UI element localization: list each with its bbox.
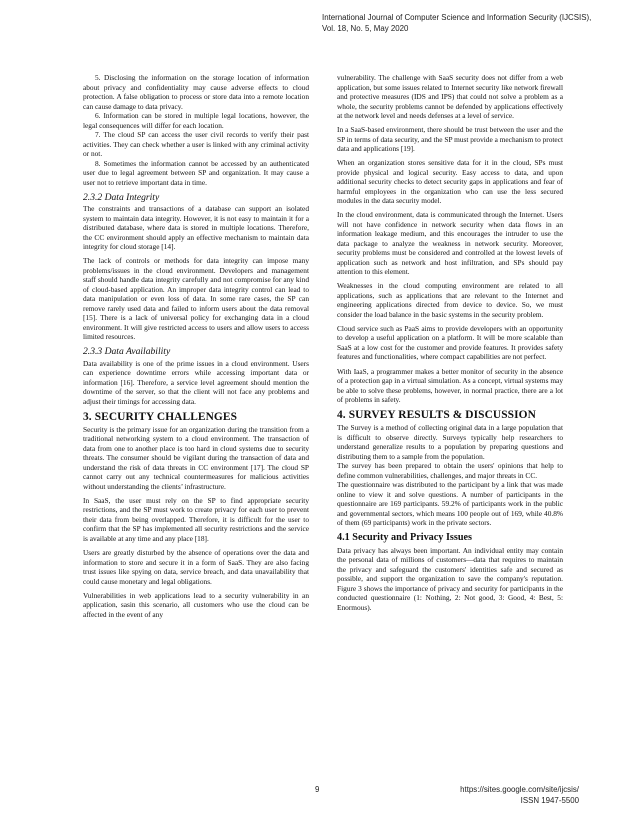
section-heading-survey-results: 4. SURVEY RESULTS & DISCUSSION: [337, 409, 536, 422]
paragraph: Vulnerabilities in web applications lead to a security vulnerability in an application, sasin this scenario, all customers who use the cloud can be affected in the event of any: [83, 590, 309, 619]
list-item-8: 8. Sometimes the information cannot be accessed by an authenticated user due to legal agreement between SP and organization. It may cause a user not to retrieve important data in time.: [83, 158, 309, 187]
paragraph: The Survey is a method of collecting original data in a large population that is difficult to observe directly. Surveys typically help researchers to understand generalize results to a population by preparing questions and distributing them to a sample from the population.: [337, 423, 563, 461]
list-item-6: 6. Information can be stored in multiple legal locations, however, the legal consequences will differ for each location.: [83, 111, 309, 130]
paragraph: When an organization stores sensitive data for it in the cloud, SPs must provide physical and logical security. Easy access to data, and upon additional security checks to detect security gaps in applications and fear of harmful employees in the organization who can use the less secured modules in the data security model.: [337, 158, 563, 206]
section-heading-data-availability: 2.3.3 Data Availability: [83, 346, 171, 358]
journal-header: [322, 13, 622, 34]
right-column: [337, 73, 563, 617]
paragraph: Data availability is one of the prime issues in a cloud environment. Users can experience downtime errors while accessing important data or information [16]. Therefore, a service level agreement should mention the downtime of the server, so that the client will not face any problems and adjust their timings for accessing data.: [83, 358, 309, 406]
section-heading-data-integrity: 2.3.2 Data Integrity: [83, 191, 160, 203]
paragraph: vulnerability. The challenge with SaaS security does not differ from a web application, but some issues related to Internet security like network firewall and protective measures (IDS and IPS) that could not solve a problem as a whole, the security problems cannot be defended by applications effectively at the network level and needs defenses at a level of service.: [337, 73, 563, 120]
paragraph: Cloud service such as PaaS aims to provide developers with an opportunity to develop a useful application on a platform. It will be more scalable than SaaS at a low cost for the customer and provide features. It provides safety features and functionalities, where compact capabilities are not perfect.: [337, 323, 563, 362]
section-heading-security-privacy: 4.1 Security and Privacy Issues: [337, 532, 472, 544]
paragraph: The lack of controls or methods for data integrity can impose many problems/issues in the cloud environment. Developers and management staff should handle data integrity carefully and not compromise for any kind of cloud-based application. An improper data integrity control can lead to data manipulation or even loss of data. In some rare cases, the SP can remove rarely used data and failed to inform users about the data removal [15]. There is a lack of universal policy for exchanging data in a cloud environment. It will give restricted access to users and allow users to access limited resources.: [83, 256, 309, 342]
paragraph: The survey has been prepared to obtain the users' opinions that help to define common vulnerabilities, challenges, and major threats in CC.: [337, 461, 563, 480]
paragraph: With IaaS, a programmer makes a better monitor of security in the absence of a protection gap in a virtual simulation. As a concept, virtual systems may be able to solve these problems, however, in normal practice, there are a lot of problems in safety.: [337, 366, 563, 405]
left-column: [83, 73, 309, 624]
section-heading-security-challenges: 3. SECURITY CHALLENGES: [83, 410, 238, 423]
journal-url[interactable]: https://sites.google.com/site/ijcsis/: [460, 785, 579, 794]
paragraph: Data privacy has always been important. An individual entity may contain the personal data of millions of customers—data that requires to maintain the privacy and safeguard the customers' identities safe and secured as possible, and support the organization to save the company's reputation. Figure 3 shows the importance of privacy and security for participants in the conducted questionnaire (1: Nothing, 2: Not good, 3: Good, 4: Best, 5: Enormous).: [337, 545, 563, 612]
paragraph: The constraints and transactions of a database can support an isolated system to maintain data integrity. However, it is not easy to maintain it for a distributed database, where data is stored in multiple locations. Therefore, the CC environment should apply an effective mechanism to maintain data integrity for cloud storage [14].: [83, 204, 309, 252]
paragraph: Users are greatly disturbed by the absence of operations over the data and information to store and secure it in a form of SaaS. They are also facing trust issues like spying on data, service breach, and data unavailability that could cause monetary and legal obligations.: [83, 548, 309, 586]
journal-header-line2: Vol. 18, No. 5, May 2020: [322, 23, 409, 33]
journal-issn: ISSN 1947-5500: [520, 795, 579, 805]
journal-footer: [439, 785, 579, 806]
page-number: 9: [315, 785, 320, 794]
paragraph: Security is the primary issue for an organization during the transition from a traditional networking system to a cloud environment. The transaction of data from one to another place is too hard in cloud systems due to security threats. The consumer should be vigilant during the transaction of data and understand the risk of data threats in CC environment [17]. The cloud SP cannot carry out any technical countermeasures for malicious activities without understanding the clients’ infrastructure.: [83, 424, 309, 491]
paragraph: In the cloud environment, data is communicated through the Internet. Users will not have confidence in network security when data flows in an information leakage medium, and this encourages the intruder to use the data package to analyze the weakness in network security. Moreover, security problems must be considered and controlled at the lowest levels of application such as network and host infiltration, and SPs should pay attention to this element.: [337, 210, 563, 277]
paragraph: In SaaS, the user must rely on the SP to find appropriate security restrictions, and the SP must work to create privacy for each user to prevent their data from being overlapped. Therefore, it is difficult for the user to confirm that the SP has implemented all security restrictions and the service is available at any time and any place [18].: [83, 495, 309, 543]
list-item-7: 7. The cloud SP can access the user civil records to verify their past activities. They can check whether a user is linked with any criminal activity or not.: [83, 130, 309, 158]
paragraph: Weaknesses in the cloud computing environment are related to all applications, such as applications that are relevant to the Internet and engineering applications directed from device to device. So, we must consider the load balance in the basic systems in the security problem.: [337, 281, 563, 319]
paragraph: The questionnaire was distributed to the participant by a link that was made online to view it and solve questions. A number of participants in the questionnaire are 169 participants. 59.2% of participants work in the public and governmental sectors, which means 100 people out of 169, while 40.8% of them (69 participants) work in the private sectors.: [337, 480, 563, 528]
list-item-5: 5. Disclosing the information on the storage location of information about privacy and confidentiality may cause adverse effects to cloud protection. A false obligation to process or store data into a remote location can cause damage to data privacy.: [83, 73, 309, 111]
journal-header-line1: International Journal of Computer Science and Information Security (IJCSIS),: [322, 13, 592, 22]
paragraph: In a SaaS-based environment, there should be trust between the user and the SP in terms of data security, and the SP must provide a mechanism to protect data and applications [19].: [337, 125, 563, 154]
